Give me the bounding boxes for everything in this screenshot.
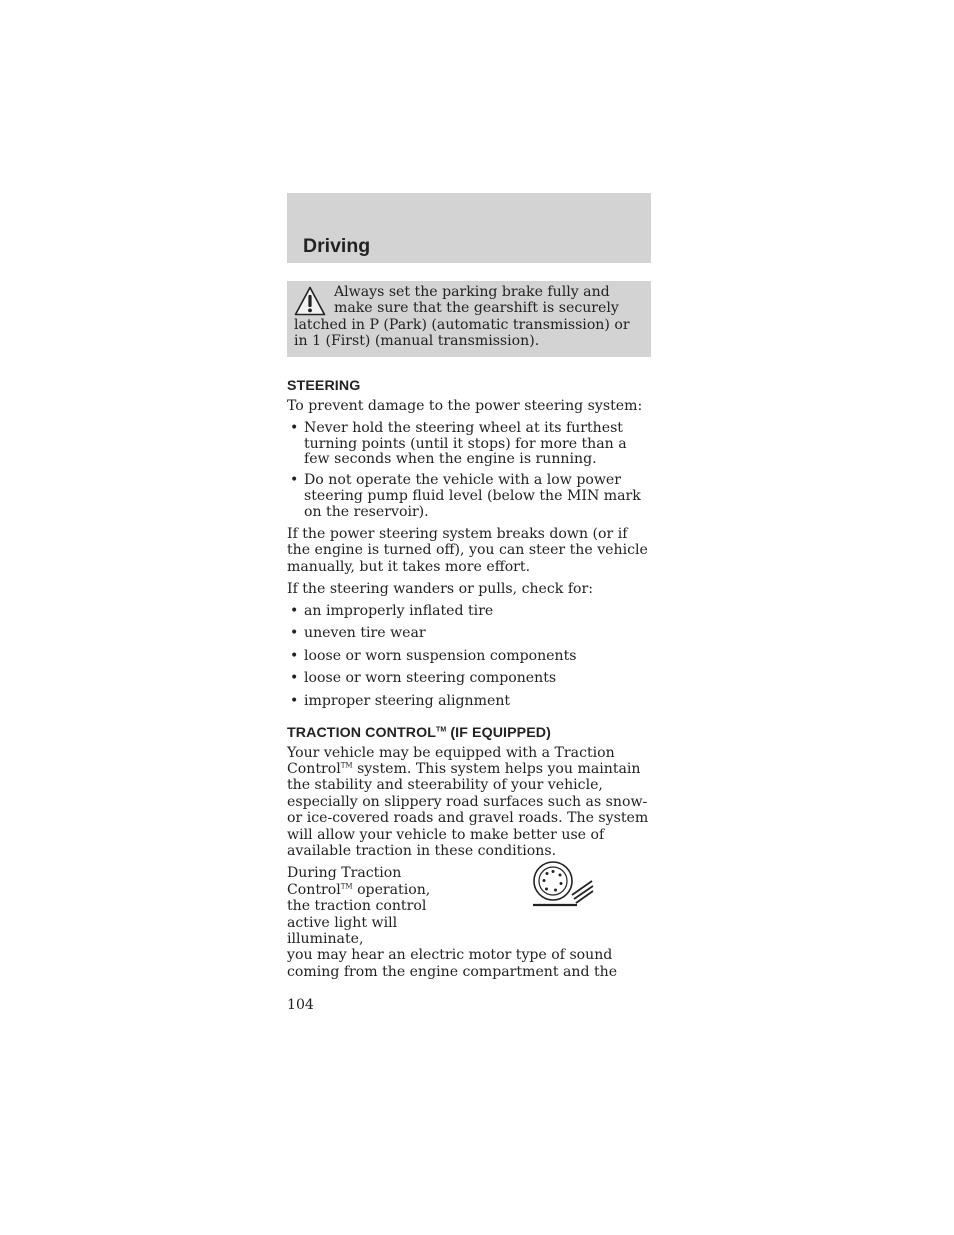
traction-heading-main: TRACTION CONTROL [287,724,436,741]
traction-paragraph-2-block [287,865,651,980]
list-item [287,421,651,469]
list-item [287,649,651,665]
page-number: 104 [287,997,314,1014]
list-item-text: loose or worn steering components [304,670,557,687]
bullet-glyph: • [290,692,299,709]
trademark-mark: TM [435,725,447,733]
traction-para2-text-rest: you may hear an electric motor type of sound coming from the engine compartment and the [287,947,618,980]
warning-box [287,281,651,357]
trademark-mark: TM [340,882,353,891]
section-title: Driving [303,235,371,257]
list-item [287,473,651,521]
steering-bullet-list [287,421,651,521]
bullet-glyph: • [290,472,299,489]
traction-para1-text: Your vehicle may be equipped with a Traction Control [287,744,615,777]
list-item-text: loose or worn suspension components [304,647,577,664]
section-header [287,193,651,263]
steering-heading: STEERING [287,378,361,395]
list-item-text: an improperly inflated tire [304,602,494,619]
list-item-text: uneven tire wear [304,625,426,642]
bullet-glyph: • [290,419,299,436]
traction-para2-narrow [287,865,437,947]
traction-control-heading [287,725,651,741]
steering-check-list [287,604,651,710]
warning-text: Always set the parking brake fully and make sure that the gearshift is securely latched in P (Park) (automatic transmission) or in 1 (First) (manual transmission). [294,284,630,349]
bullet-glyph: • [290,670,299,687]
steering-check-paragraph: If the steering wanders or pulls, check for: [287,581,594,598]
list-item [287,626,651,642]
traction-para2-text: During Traction Control [287,865,402,898]
list-item-text: improper steering alignment [304,692,511,709]
traction-heading-suffix: (IF EQUIPPED) [446,724,551,741]
traction-paragraph-2 [287,865,651,980]
bullet-glyph: • [290,647,299,664]
manual-page [287,193,651,1013]
list-item [287,694,651,710]
bullet-glyph: • [290,602,299,619]
list-item [287,604,651,620]
list-item-text: Do not operate the vehicle with a low power steering pump fluid level (below the MIN mark on the reservoir). [304,472,641,521]
warning-triangle-icon [294,286,326,316]
steering-breakdown-paragraph: If the power steering system breaks down (or if the engine is turned off), you can steer the vehicle manually, but it takes more effort. [287,526,648,575]
traction-paragraph-1 [287,745,651,860]
list-item [287,671,651,687]
bullet-glyph: • [290,625,299,642]
traction-control-light-icon [531,861,595,911]
steering-intro: To prevent damage to the power steering system: [287,398,643,415]
traction-para2-text-cont: operation, the traction control active light will illuminate, [287,881,431,948]
list-item-text: Never hold the steering wheel at its furthest turning points (until it stops) for more than a few seconds when the engine is running. [304,419,627,468]
traction-para1-text-cont: system. This system helps you maintain the stability and steerability of your vehicle, especially on slippery road surfaces such as snow- or ice-covered roads and gravel roads. The system will allow your vehicle to make better use of available traction in these conditions. [287,760,649,859]
trademark-mark: TM [340,761,353,770]
